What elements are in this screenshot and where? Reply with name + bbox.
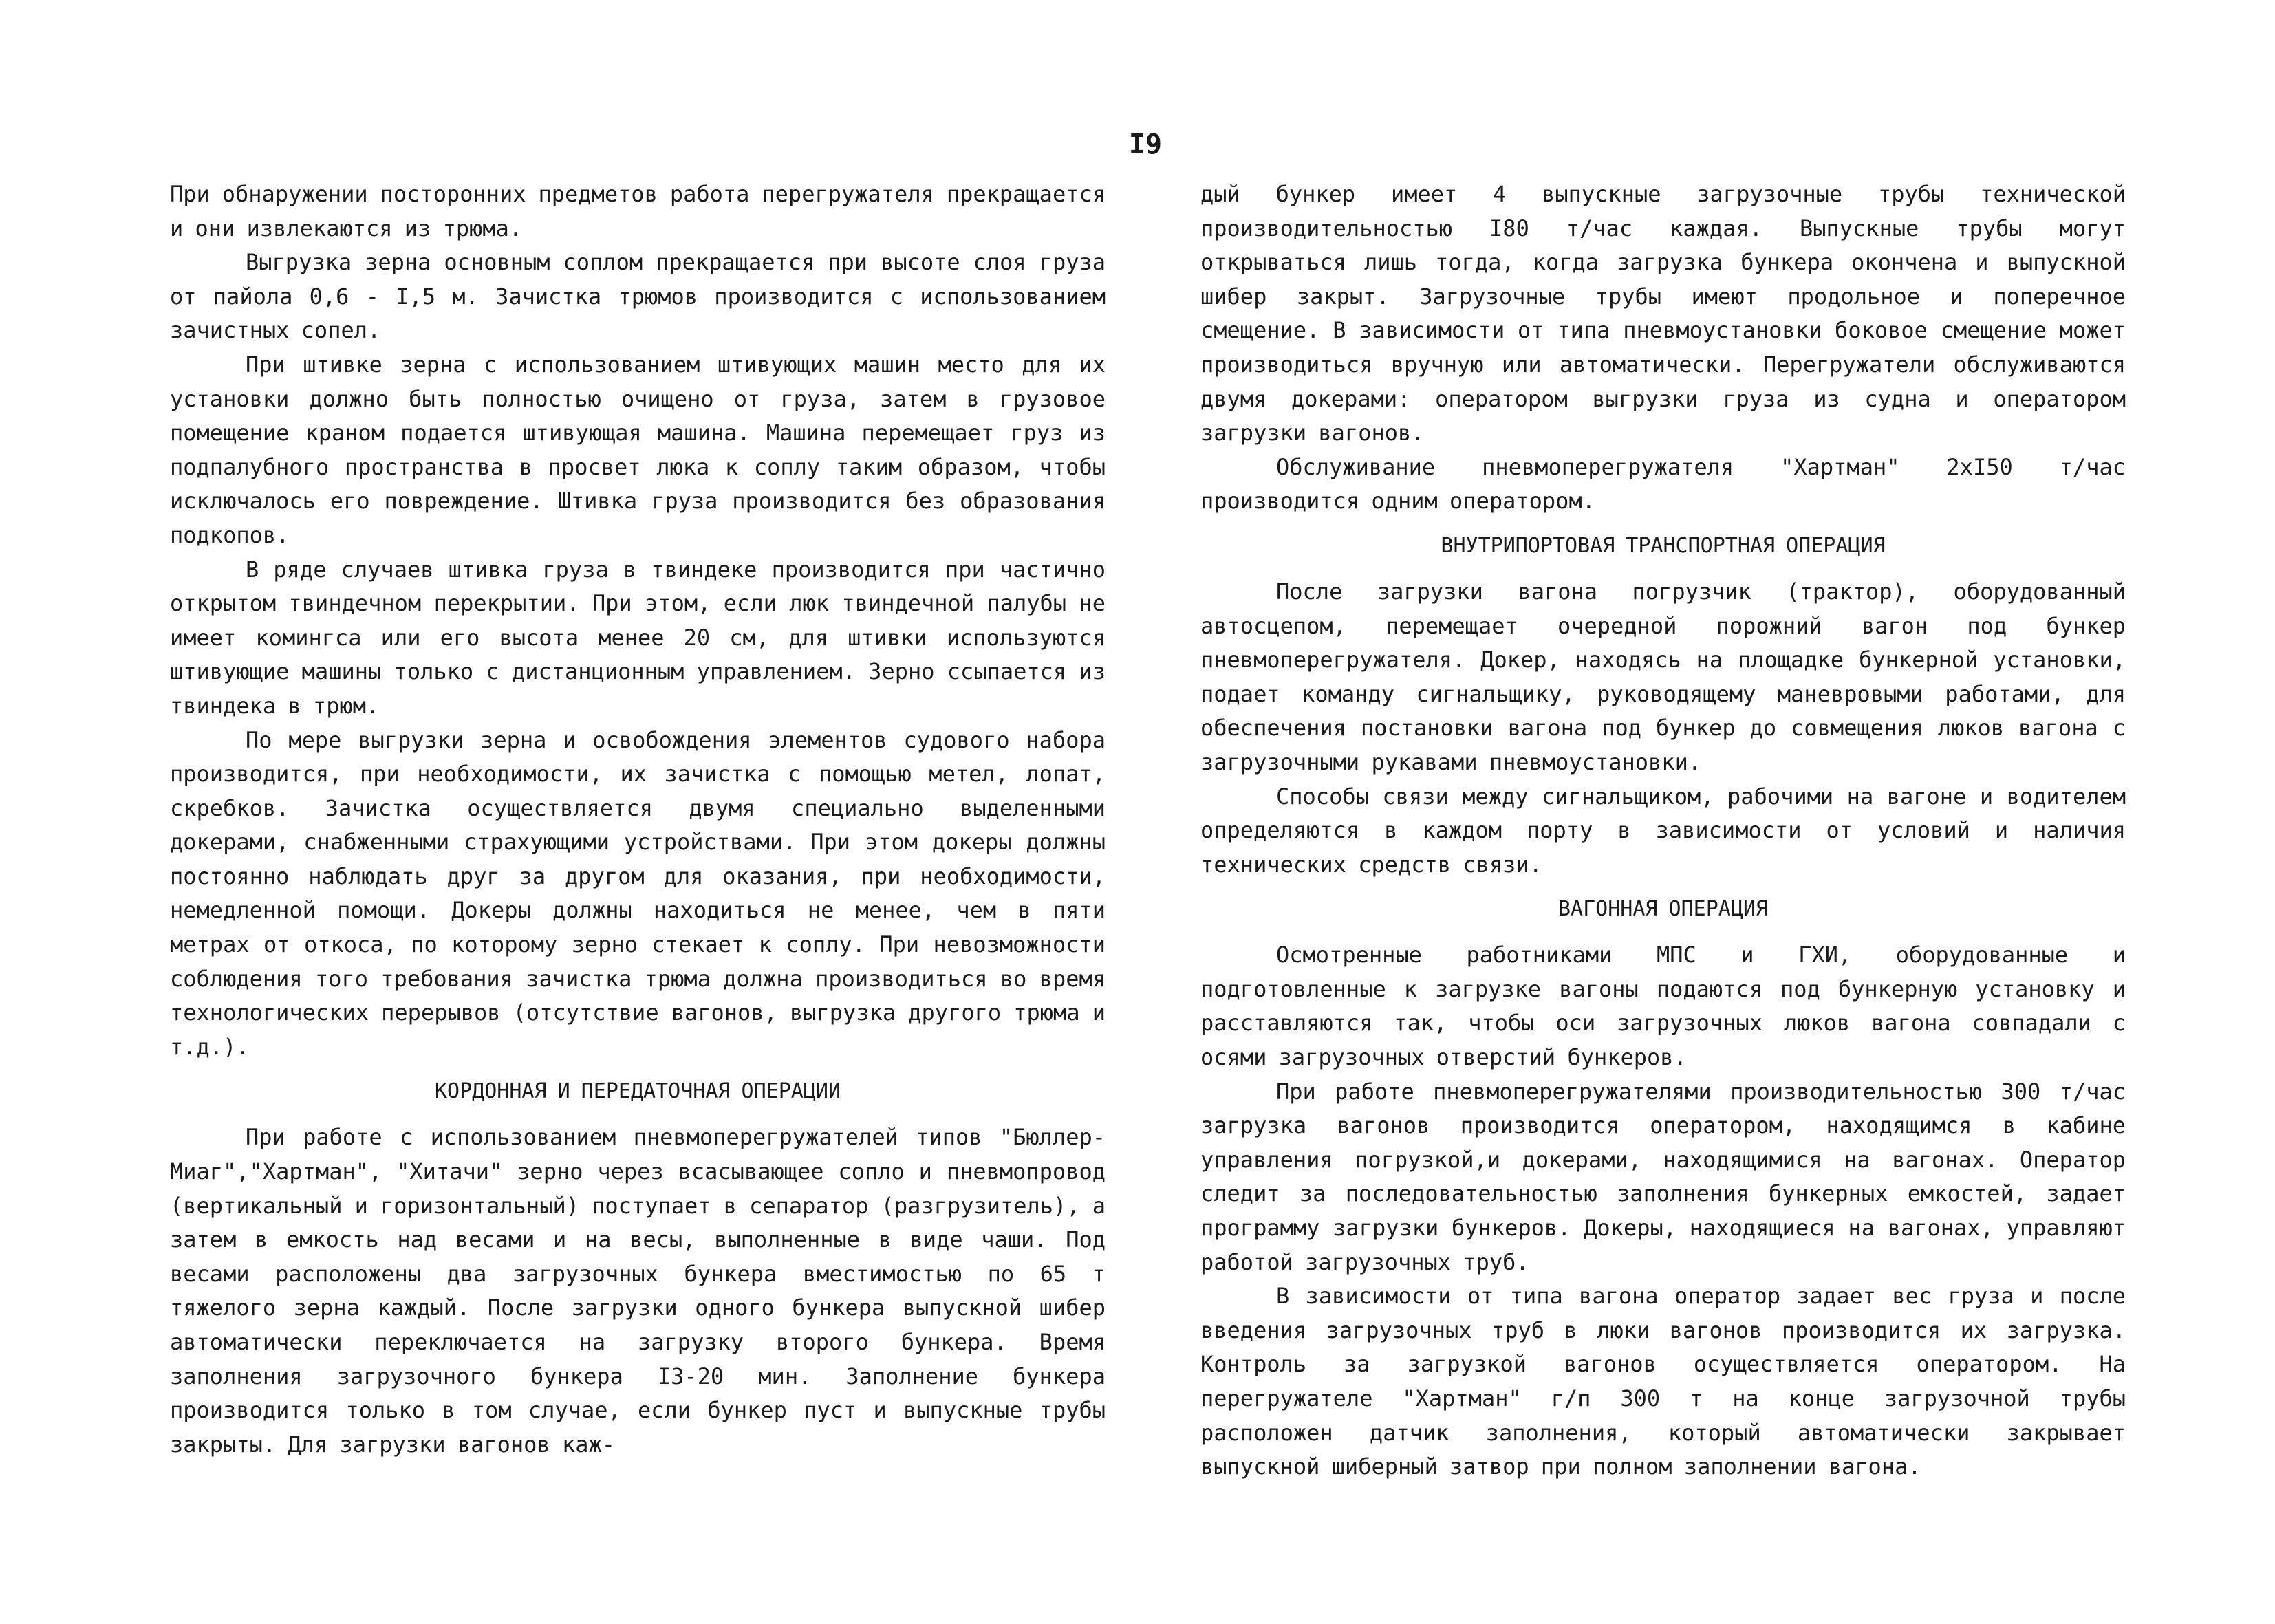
section-heading: ВНУТРИПОРТОВАЯ ТРАНСПОРТНАЯ ОПЕРАЦИЯ [1441, 533, 1886, 558]
paragraph: В ряде случаев штивка груза в твиндеке производится при частично открытом твиндечном перекрытии. При этом, если люк твиндечной палубы не имеет комингса или его высота менее 20 см, для штивки используются штивующие машины только с дистанционным управлением. Зерно ссыпается из твиндека в трюм. [170, 556, 1106, 719]
paragraph: Обслуживание пневмоперегружателя "Хартман" 2хI50 т/час производится одним оператором. [1200, 453, 2126, 515]
left-column [170, 177, 1106, 1462]
paragraph: При работе с использованием пневмоперегружателей типов "Бюллер-Миаг","Хартман", "Хитачи" зерно через всасывающее сопло и пневмопровод (вертикальный и горизонтальный) поступает в сепаратор (разгрузитель), а затем в емкость над весами и на весы, выполненные в виде чаши. Под весами расположены два загрузочных бункера вместимостью по 65 т тяжелого зерна каждый. После загрузки одного бункера выпускной шибер автоматически переключается на загрузку второго бункера. Время заполнения загрузочного бункера I3-20 мин. Заполнение бункера производится только в том случае, если бункер пуст и выпускные трубы закрыты. Для загрузки вагонов каж- [170, 1124, 1106, 1458]
section-heading: КОРДОННАЯ И ПЕРЕДАТОЧНАЯ ОПЕРАЦИИ [434, 1079, 841, 1104]
paragraph: При штивке зерна с использованием штивующих машин место для их установки должно быть полностью очищено от груза, затем в грузовое помещение краном подается штивующая машина. Машина перемещает груз из подпалубного пространства в просвет люка к соплу таким образом, чтобы исключалось его повреждение. Штивка груза производится без образования подкопов. [170, 351, 1106, 548]
paragraph: Осмотренные работниками МПС и ГХИ, оборудованные и подготовленные к загрузке вагоны подаются под бункерную установку и расставляются так, чтобы оси загрузочных люков вагона совпадали с осями загрузочных отверстий бункеров. [1200, 942, 2126, 1071]
page-number: I9 [1128, 129, 1163, 160]
paragraph: При работе пневмоперегружателями производительностью 300 т/час загрузка вагонов производится оператором, находящимся в кабине управления погрузкой,и докерами, находящимися на вагонах. Оператор следит за последовательностью заполнения бункерных емкостей, задает программу загрузки бункеров. Докеры, находящиеся на вагонах, управляют работой загрузочных труб. [1200, 1078, 2126, 1275]
paragraph: По мере выгрузки зерна и освобождения элементов судового набора производится, при необходимости, их зачистка с помощью метел, лопат, скребков. Зачистка осуществляется двумя специально выделенными докерами, снабженными страхующими устройствами. При этом докеры должны постоянно наблюдать друг за другом для оказания, при необходимости, немедленной помощи. Докеры должны находиться не менее, чем в пяти метрах от откоса, по которому зерно стекает к соплу. При невозможности соблюдения того требования зачистка трюма должна производиться во время технологических перерывов (отсутствие вагонов, выгрузка другого трюма и т.д.). [170, 726, 1106, 1060]
paragraph: В зависимости от типа вагона оператор задает вес груза и после введения загрузочных труб в люки вагонов производится их загрузка. Контроль за загрузкой вагонов осуществляется оператором. На перегружателе "Хартман" г/п 300 т на конце загрузочной трубы расположен датчик заполнения, который автоматически закрывает выпускной шиберный затвор при полном заполнении вагона. [1200, 1283, 2126, 1480]
paragraph: При обнаружении посторонних предметов работа перегружателя прекращается и они извлекаются из трюма. [170, 181, 1106, 241]
paragraph: дый бункер имеет 4 выпускные загрузочные трубы технической производительностью I80 т/час каждая. Выпускные трубы могут открываться лишь тогда, когда загрузка бункера окончена и выпускной шибер закрыт. Загрузочные трубы имеют продольное и поперечное смещение. В зависимости от типа пневмоустановки боковое смещение может производиться вручную или автоматически. Перегружатели обслуживаются двумя докерами: оператором выгрузки груза из судна и оператором загрузки вагонов. [1200, 181, 2126, 446]
paragraph: После загрузки вагона погрузчик (трактор), оборудованный автосцепом, перемещает очередной порожний вагон под бункер пневмоперегружателя. Докер, находясь на площадке бункерной установки, подает команду сигнальщику, руководящему маневровыми работами, для обеспечения постановки вагона под бункер до совмещения люков вагона с загрузочными рукавами пневмоустановки. [1200, 578, 2126, 775]
right-column [1200, 177, 2126, 1484]
section-heading: ВАГОННАЯ ОПЕРАЦИЯ [1557, 897, 1769, 922]
paragraph: Выгрузка зерна основным соплом прекращается при высоте слоя груза от пайола 0,6 - I,5 м. Зачистка трюмов производится с использованием зачистных сопел. [170, 249, 1106, 344]
paragraph: Способы связи между сигнальщиком, рабочими на вагоне и водителем определяются в каждом порту в зависимости от условий и наличия технических средств связи. [1200, 783, 2126, 878]
